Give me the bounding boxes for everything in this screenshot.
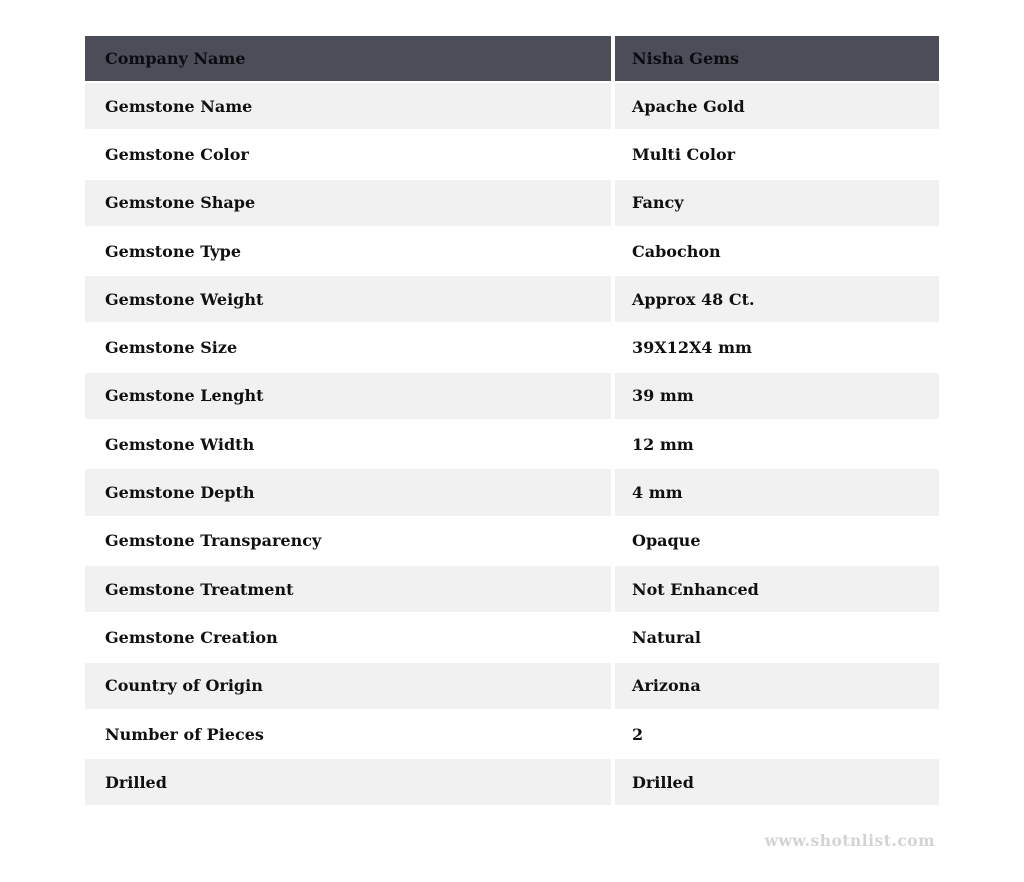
row-label-cell: Gemstone Lenght: [85, 373, 615, 419]
row-label-cell: Number of Pieces: [85, 711, 615, 757]
row-label-cell: Gemstone Creation: [85, 614, 615, 660]
row-label-cell: Drilled: [85, 759, 615, 805]
table-row: [85, 83, 939, 131]
row-label-cell: Gemstone Type: [85, 228, 615, 274]
table-row: [85, 711, 939, 759]
row-value-cell: 39X12X4 mm: [632, 338, 752, 358]
row-value-cell: Fancy: [632, 193, 684, 213]
row-label-cell: Gemstone Size: [85, 324, 615, 370]
header-value-cell: Nisha Gems: [632, 49, 740, 68]
row-value-cell: 39 mm: [632, 386, 694, 406]
row-value-cell: Arizona: [632, 676, 701, 696]
row-value-cell: Drilled: [632, 772, 694, 792]
row-label-cell: Gemstone Name: [85, 83, 615, 129]
row-label-cell: Gemstone Color: [85, 131, 615, 177]
row-label-cell: Gemstone Shape: [85, 180, 615, 226]
row-value-cell: Natural: [632, 627, 701, 647]
table-row: [85, 324, 939, 372]
row-value-cell: Apache Gold: [632, 96, 745, 116]
row-value-cell: Approx 48 Ct.: [632, 289, 755, 309]
row-value-cell: Cabochon: [632, 241, 721, 261]
row-value-cell: 2: [632, 724, 644, 744]
row-label-cell: Gemstone Weight: [85, 276, 615, 322]
table-header-row: [85, 36, 939, 83]
gemstone-spec-table: [85, 36, 939, 807]
watermark-text: www.shotnlist.com: [764, 831, 935, 850]
table-row: [85, 131, 939, 179]
table-row: [85, 759, 939, 807]
row-label-cell: Gemstone Treatment: [85, 566, 615, 612]
row-value-cell: 4 mm: [632, 483, 683, 503]
table-row: [85, 663, 939, 711]
table-row: [85, 469, 939, 517]
table-row: [85, 373, 939, 421]
row-label-cell: Gemstone Transparency: [85, 518, 615, 564]
table-row: [85, 228, 939, 276]
row-value-cell: Multi Color: [632, 144, 736, 164]
table-row: [85, 614, 939, 662]
row-value-cell: Opaque: [632, 531, 701, 551]
row-label-cell: Country of Origin: [85, 663, 615, 709]
table-row: [85, 276, 939, 324]
row-label-cell: Gemstone Width: [85, 421, 615, 467]
table-row: [85, 566, 939, 614]
row-value-cell: 12 mm: [632, 434, 694, 454]
row-label-cell: Gemstone Depth: [85, 469, 615, 515]
header-label-cell: Company Name: [85, 36, 615, 81]
table-row: [85, 180, 939, 228]
table-row: [85, 421, 939, 469]
table-row: [85, 518, 939, 566]
row-value-cell: Not Enhanced: [632, 579, 759, 599]
